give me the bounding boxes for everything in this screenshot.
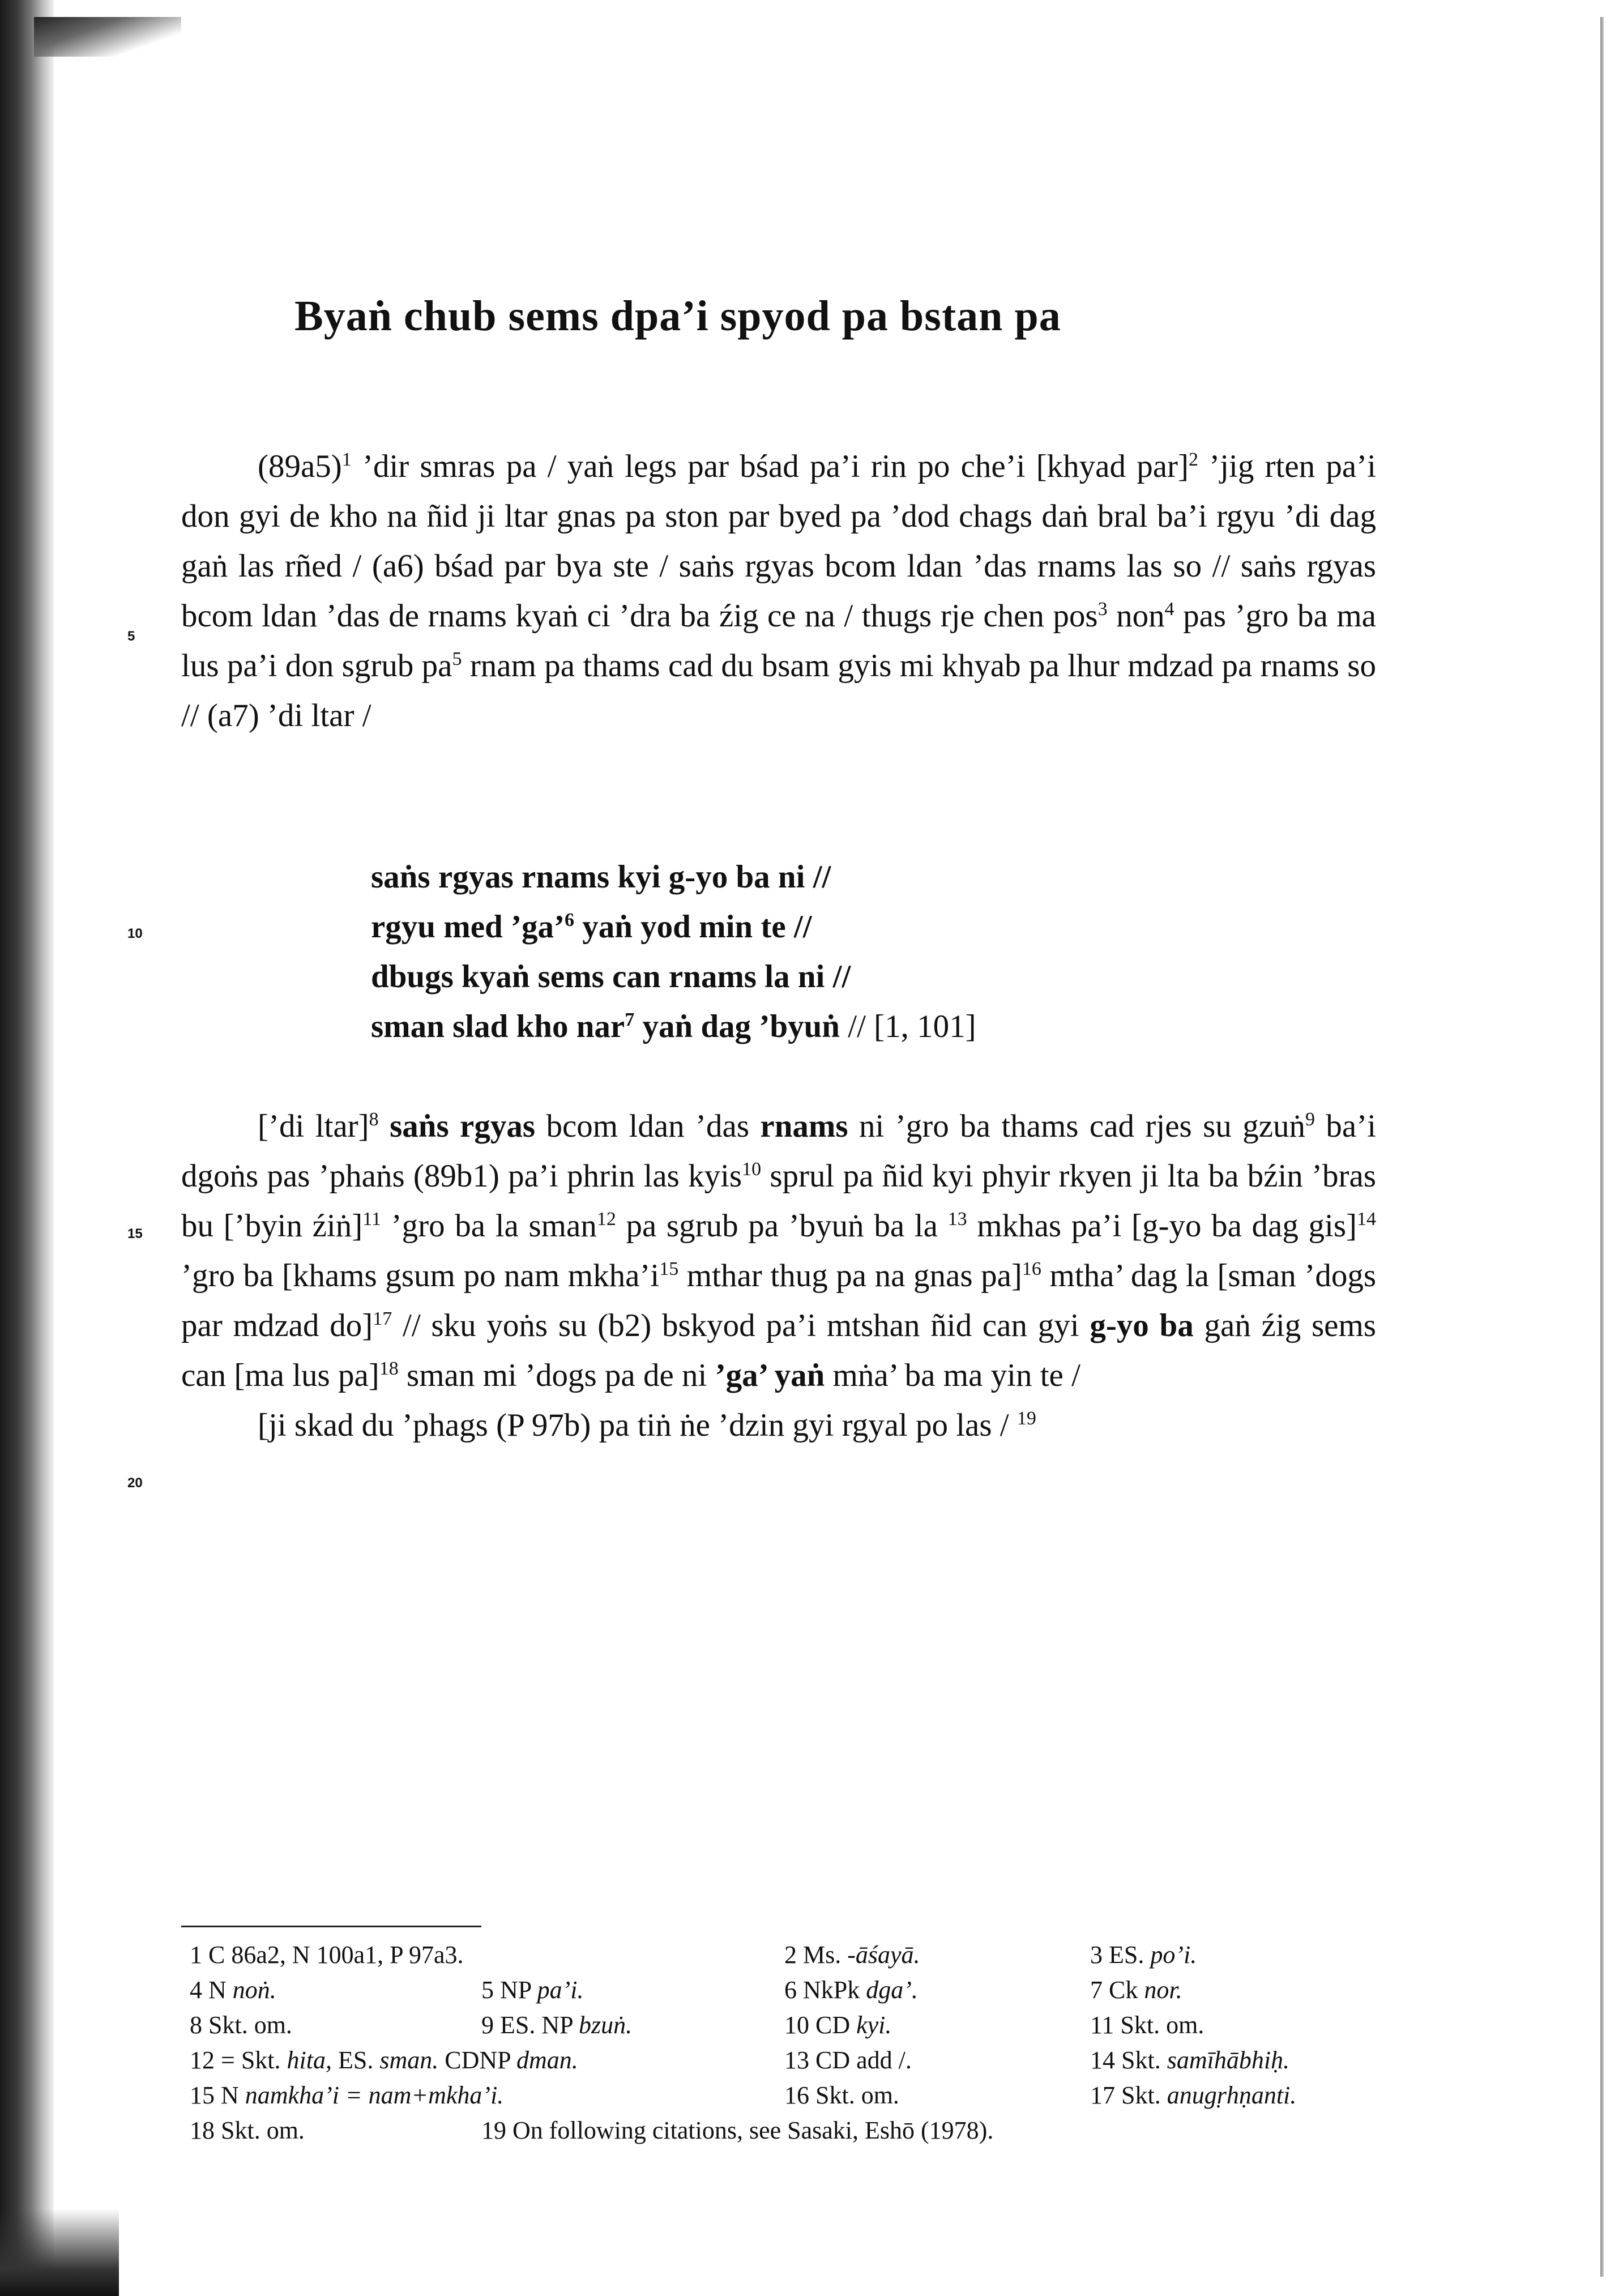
verse-line: sman slad kho nar$^7$ yaṅ dag ’byuṅ // [1, 101] [371,1009,976,1044]
footnote: 9 ES. NP bzuṅ. [481,2011,633,2039]
footnote: 12 = Skt. hita, ES. sman. CDNP dman. [190,2046,578,2074]
footnote: 17 Skt. anugṛhṇanti. [1090,2081,1297,2109]
line-number: 10 [127,926,143,941]
line-number: 20 [127,1475,143,1491]
scan-binding-shadow [0,0,54,2296]
footnote: 5 NP pa’i. [481,1976,584,2004]
scan-corner-shadow [34,17,181,57]
footnote: 1 C 86a2, N 100a1, P 97a3. [190,1941,464,1969]
page-title: Byaṅ chub sems dpa’i spyod pa bstan pa [294,292,1061,340]
footnote: 10 CD kyi. [784,2011,892,2039]
footnote: 7 Ck nor. [1090,1976,1182,2004]
footnote: 2 Ms. -āśayā. [784,1941,920,1969]
paragraph-2: [’di ltar]$^8$ saṅs rgyas bcom ldan ’das rnams ni ’gro ba thams cad rjes su gzuṅ$^9$ ba’i dgoṅs pas ’phaṅs (89b1) pa’i phrin las kyis$^{10}$ sprul pa ñid kyi phyir rkyen ji lta ba bźin ’bras bu [’byin źiṅ]$^{11}$ ’gro ba la sman$^{12}$ pa sgrub pa ’byuṅ ba la $^{13}$ mkhas pa’i [g-yo ba dag gis]$^{14}$ ’gro ba [khams gsum po nam $mkha’i^{15}$ mthar thug pa na gnas pa]$^{16}$ mtha’ dag la [sman ’dogs par mdzad do]$^{17}$ // sku yoṅs su (b2) bskyod pa’i mtshan ñid can gyi g-yo ba gaṅ źig sems can [ma lus pa]$^{18}$ sman mi ’dogs pa de ni ’ga’ yaṅ mṅa’ ba ma yin te / [ji skad du ’phags (P 97b) pa tiṅ ṅe ’dzin gyi rgyal po las / $^{19}$ [181,1108,1377,1443]
verse-line: rgyu med ’ga’$^6$ yaṅ yod min te // [371,909,812,945]
paragraph-1: $(89a5)^1$ ’dir smras pa / yaṅ legs par bśad pa’i rin po che’i [khyad par]$^2$ ’jig rten pa’i don gyi de kho na ñid ji ltar gnas pa ston par byed pa ’dod chags daṅ bral ba’i rgyu ’di dag gaṅ las rñed / (a6) bśad par bya ste / saṅs rgyas bcom ldan ’das rnams las so // saṅs rgyas bcom ldan ’das de rnams kyaṅ ci ’dra ba źig ce na / thugs rje chen pos$^3$ non$^4$ pas ’gro ba ma lus pa’i don sgrub $pa^5$ rnam pa thams cad du bsam gyis mi khyab pa lhur mdzad pa rnams so // (a7) ’di ltar / [181,449,1377,733]
footnote-rule [181,1926,481,1927]
verse-line: saṅs rgyas rnams kyi g-yo ba ni // [371,859,831,895]
footnote: 8 Skt. om. [190,2011,292,2039]
scan-right-edge [1600,17,1604,2277]
footnote: 14 Skt. samīhābhiḥ. [1090,2046,1290,2074]
footnote: 13 CD add /. [784,2046,912,2074]
line-number: 5 [127,629,135,644]
verse-line: dbugs kyaṅ sems can rnams la ni // [371,959,851,995]
footnote: 11 Skt. om. [1090,2011,1205,2039]
footnote: 19 On following citations, see Sasaki, Eshō (1978). [481,2116,994,2144]
scan-bottom-shadow [0,2209,119,2296]
footnote: 4 N noṅ. [190,1976,276,2004]
footnote: 15 N namkha’i = nam+mkha’i. [190,2081,504,2109]
footnote: 3 ES. po’i. [1090,1941,1197,1969]
verse-block [371,852,976,1052]
footnote: 18 Skt. om. [190,2116,305,2144]
footnote: 16 Skt. om. [784,2081,899,2109]
line-number: 15 [127,1226,143,1241]
footnote: 6 NkPk dga’. [784,1976,918,2004]
